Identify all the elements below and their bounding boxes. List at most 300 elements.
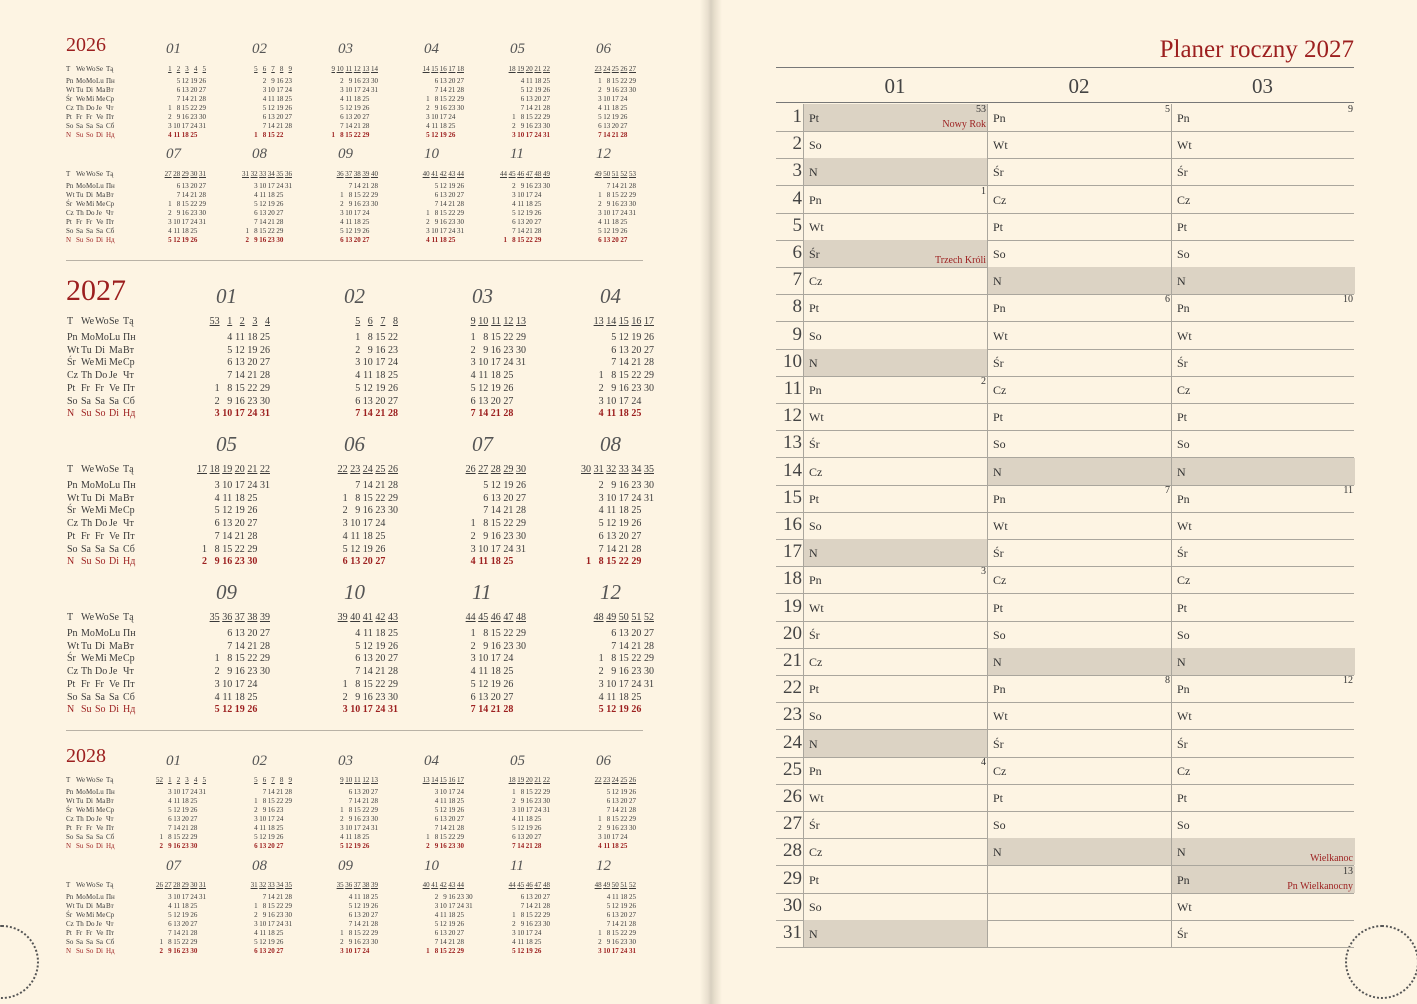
day-number: 24 — [631, 492, 642, 504]
day-number: 14 — [618, 357, 629, 369]
weekday-label: Pt — [67, 382, 76, 394]
weekday-label: Пт — [106, 929, 115, 937]
weekday-label: Ve — [109, 678, 120, 690]
day-number: 27 — [284, 113, 292, 121]
day-number: 21 — [276, 893, 284, 901]
day-number: 15 — [234, 653, 245, 665]
weekday-label: N — [66, 236, 72, 244]
weekday-label: Me — [96, 806, 106, 814]
day-number: 25 — [276, 191, 284, 199]
day-number: 20 — [611, 236, 619, 244]
weekday-label: Пт — [106, 824, 115, 832]
day-number: 4 — [168, 797, 172, 805]
weekday: Pn — [809, 192, 822, 207]
weekday-label: Pn — [66, 77, 74, 85]
day-number: 1 — [254, 902, 258, 910]
day-number: 9 — [520, 797, 525, 805]
planner-row — [776, 322, 1354, 350]
day-number: 13 — [517, 833, 525, 841]
week-number: 46 — [525, 881, 533, 889]
weekday-label: Mo — [95, 332, 109, 343]
day-number: 24 — [190, 788, 198, 796]
day-number: 30 — [515, 530, 526, 542]
weekday-label: We — [76, 200, 86, 208]
day-number: 21 — [276, 122, 284, 130]
week-number: 48 — [542, 881, 550, 889]
weekday-label: Th — [76, 104, 84, 112]
day-number: 15 — [439, 209, 447, 217]
day-number: 27 — [198, 182, 206, 190]
day-cell — [987, 539, 1172, 566]
day-number: 16 — [234, 395, 245, 407]
day-number: 1 — [355, 332, 361, 343]
day-number: 20 — [247, 357, 258, 369]
weekday-header: Tą — [106, 170, 114, 178]
planner-row — [776, 594, 1354, 622]
day-number: 5 — [434, 920, 439, 928]
day-number: 14 — [181, 191, 189, 199]
day-number: 4 — [254, 191, 258, 199]
day-number: 11 — [350, 530, 361, 542]
day-number: 14 — [259, 218, 267, 226]
day-number: 16 — [611, 86, 619, 94]
day-number: 17 — [353, 86, 361, 94]
day-number: 9 — [262, 806, 267, 814]
weekday-label: Pt — [66, 929, 72, 937]
planner-row — [776, 458, 1354, 486]
day-number: 7 — [348, 797, 353, 805]
day-number: 30 — [190, 842, 198, 850]
week-number: 31 — [250, 881, 258, 889]
day-number: 3 — [342, 704, 348, 716]
day-number: 11 — [517, 938, 525, 946]
day-number: 29 — [628, 77, 636, 85]
month-name: 04 — [424, 753, 439, 769]
day-number: 7 — [470, 704, 476, 716]
weekday: Pn — [993, 301, 1006, 316]
day-number: 1 — [201, 543, 207, 555]
weekday-label: Ve — [96, 824, 104, 832]
week-number: 16 — [448, 776, 456, 784]
day-number: 6 — [262, 113, 267, 121]
day-number: 17 — [362, 704, 373, 716]
day-number: 11 — [363, 370, 373, 382]
day-number: 17 — [611, 209, 619, 217]
day-number: 7 — [598, 543, 604, 555]
day-number: 15 — [490, 628, 501, 639]
day-number: 15 — [267, 902, 275, 910]
week-number: 45 — [517, 881, 525, 889]
day-number: 19 — [620, 902, 628, 910]
day-number: 4 — [340, 218, 344, 226]
day-number: 23 — [631, 666, 642, 678]
day-number: 9 — [254, 236, 258, 244]
day-number: 19 — [181, 236, 189, 244]
day-number: 21 — [631, 357, 642, 369]
weekday: N — [1177, 655, 1186, 669]
day-number: 25 — [456, 911, 464, 919]
day-number: 22 — [631, 653, 642, 665]
day-number: 24 — [362, 86, 370, 94]
day-number: 8 — [434, 209, 439, 217]
day-number: 22 — [620, 929, 628, 937]
day-number: 6 — [214, 518, 220, 530]
day-number: 24 — [362, 947, 370, 955]
day-number: 4 — [512, 938, 516, 946]
weekday-label: Je — [109, 518, 118, 530]
day-number: 26 — [620, 113, 628, 121]
day-number: 14 — [611, 806, 619, 814]
weekday-label: Di — [109, 556, 119, 568]
day-number: 21 — [490, 408, 501, 420]
day-number: 17 — [439, 227, 447, 235]
day-number: 11 — [173, 902, 181, 910]
day-number: 8 — [168, 833, 172, 841]
week-number: 53 — [976, 104, 986, 115]
day-number: 7 — [355, 666, 361, 678]
day-number: 18 — [490, 370, 501, 382]
weekday-label: Ve — [96, 218, 104, 226]
day-number: 26 — [456, 920, 464, 928]
day-cell — [987, 702, 1172, 729]
day-number: 5 — [214, 704, 220, 716]
day-number: 17 — [618, 395, 629, 407]
weekday: Wt — [809, 791, 824, 805]
day-number: 28 — [190, 929, 198, 937]
weekday-label: Pt — [66, 824, 72, 832]
day-number: 12 — [490, 480, 501, 491]
weekday-label: Fr — [95, 382, 104, 394]
day-number: 16 — [490, 640, 501, 652]
day-number: 21 — [190, 191, 198, 199]
day-number: 11 — [173, 227, 181, 235]
day-cell — [803, 757, 988, 784]
week-number: 29 — [503, 464, 514, 475]
day-number: 2 — [512, 122, 516, 130]
day-number: 12 — [222, 704, 233, 716]
day-number: 1 — [342, 678, 348, 690]
weekday: Śr — [993, 355, 1004, 370]
day-number: 20 — [490, 691, 501, 703]
day-number: 3 — [598, 492, 604, 504]
day-number: 11 — [354, 893, 361, 901]
weekday-header: Wo — [86, 881, 96, 889]
day-cell — [803, 104, 988, 131]
day-number: 30 — [259, 395, 270, 407]
week-number: 36 — [336, 170, 344, 178]
day-number: 12 — [259, 833, 267, 841]
day-number: 9 — [262, 911, 267, 919]
day-number: 12 — [234, 344, 245, 356]
divider — [66, 730, 643, 731]
day-number: 18 — [267, 191, 275, 199]
day-number: 20 — [190, 182, 198, 190]
weekday-header: Wo — [86, 776, 96, 784]
weekday-label: Wt — [66, 86, 75, 94]
weekday: Wt — [993, 519, 1008, 533]
day-cell — [803, 294, 988, 321]
week-number: 27 — [628, 65, 636, 73]
day-number: 30 — [465, 893, 473, 901]
weekday-label: Tu — [76, 797, 84, 805]
day-number: 30 — [628, 824, 636, 832]
day-number: 12 — [439, 182, 447, 190]
day-number: 11 — [606, 408, 617, 420]
day-number: 12 — [439, 920, 447, 928]
weekday-header: Se — [109, 612, 119, 623]
weekday-label: Je — [96, 104, 102, 112]
week-number: 17 — [456, 776, 464, 784]
day-number: 9 — [606, 200, 611, 208]
day-number: 26 — [259, 344, 270, 356]
day-number: 3 — [254, 182, 258, 190]
day-number: 29 — [628, 191, 636, 199]
weekday-label: Pn — [66, 788, 74, 796]
month-name: 09 — [338, 146, 353, 162]
weekday-label: Je — [109, 666, 118, 678]
day-number: 22 — [534, 911, 542, 919]
day-number: 7 — [520, 104, 525, 112]
day-number: 4 — [168, 131, 172, 139]
day-number: 20 — [631, 628, 642, 639]
day-number: 17 — [234, 678, 245, 690]
planner-title: Planer roczny 2027 — [1159, 36, 1354, 63]
weekday-label: Di — [86, 191, 93, 199]
day-number: 2 — [512, 920, 516, 928]
day-number: 10 — [222, 678, 233, 690]
day-cell — [987, 294, 1172, 321]
day-number: 3 — [470, 653, 476, 665]
day-number: 13 — [259, 209, 267, 217]
day-number: 14 — [439, 824, 447, 832]
weekday-label: Śr — [67, 357, 76, 369]
weekday: Śr — [993, 736, 1004, 751]
day-number: 10 — [259, 815, 267, 823]
day-number: 21 — [534, 104, 542, 112]
day-number: 15 — [783, 486, 802, 508]
day-cell — [1171, 675, 1355, 702]
weekday-label: N — [66, 131, 72, 139]
day-number: 19 — [490, 382, 501, 394]
day-number: 6 — [340, 113, 344, 121]
day-number: 28 — [284, 893, 292, 901]
weekday: Śr — [1177, 355, 1188, 370]
planner-row — [776, 621, 1354, 649]
weekday-label: Pn — [66, 182, 74, 190]
day-number: 13 — [603, 236, 611, 244]
day-number: 22 — [267, 227, 275, 235]
day-number: 17 — [448, 788, 456, 796]
month-name: 06 — [344, 432, 365, 456]
day-number: 25 — [620, 842, 628, 850]
day-number: 26 — [375, 543, 386, 555]
day-number: 25 — [190, 131, 198, 139]
day-number: 24 — [284, 86, 292, 94]
week-number: 48 — [534, 170, 542, 178]
weekday-label: Mo — [76, 182, 86, 190]
week-number: 50 — [611, 881, 619, 889]
day-number: 16 — [783, 514, 802, 535]
weekday-label: Fr — [86, 113, 93, 121]
week-number: 46 — [490, 612, 501, 623]
day-number: 8 — [168, 938, 172, 946]
day-cell — [1171, 512, 1355, 539]
day-number: 28 — [542, 104, 550, 112]
weekday-label: Di — [109, 408, 119, 420]
week-number: 14 — [422, 65, 430, 73]
day-number: 19 — [267, 200, 275, 208]
day-number: 16 — [611, 938, 619, 946]
day-number: 24 — [190, 218, 198, 226]
week-number: 44 — [456, 881, 464, 889]
weekday-label: Fr — [76, 929, 83, 937]
weekday: Cz — [993, 573, 1007, 588]
weekday-label: Cz — [66, 920, 74, 928]
day-cell — [987, 757, 1172, 784]
day-number: 3 — [512, 806, 516, 814]
weekday-label: Fr — [95, 678, 104, 690]
weekday: So — [809, 138, 822, 153]
day-number: 26 — [448, 131, 456, 139]
day-number: 27 — [643, 344, 654, 356]
day-number: 8 — [254, 227, 258, 235]
day-number: 1 — [470, 332, 476, 343]
day-number: 16 — [439, 218, 447, 226]
weekday: Cz — [993, 763, 1007, 778]
week-number: 30 — [580, 464, 591, 475]
day-number: 21 — [448, 86, 456, 94]
day-number: 10 — [345, 947, 353, 955]
week-number: 27 — [164, 170, 172, 178]
day-number: 12 — [517, 209, 525, 217]
weekday-label: So — [66, 938, 74, 946]
day-number: 16 — [267, 806, 275, 814]
weekday-label: Ср — [106, 911, 115, 919]
day-number: 1 — [598, 77, 602, 85]
day-number: 11 — [603, 104, 611, 112]
weekday-label: Di — [96, 236, 103, 244]
day-number: 3 — [792, 160, 802, 182]
month-name: 08 — [600, 432, 621, 456]
day-number: 30 — [198, 113, 206, 121]
week-number: 10 — [345, 776, 353, 784]
day-number: 10 — [431, 227, 439, 235]
day-number: 18 — [490, 556, 501, 568]
day-number: 4 — [598, 408, 604, 420]
day-number: 4 — [426, 236, 430, 244]
week-number: 11 — [345, 65, 353, 73]
day-number: 10 — [517, 131, 525, 139]
day-number: 2 — [426, 842, 430, 850]
day-number: 7 — [611, 357, 617, 369]
weekday: N — [993, 845, 1002, 860]
week-number: 39 — [259, 612, 270, 623]
day-number: 22 — [448, 833, 456, 841]
day-number: 25 — [259, 332, 270, 343]
day-number: 26 — [534, 209, 542, 217]
week-number: 37 — [234, 612, 245, 623]
day-number: 12 — [345, 842, 353, 850]
day-number: 26 — [631, 704, 642, 716]
day-number: 20 — [375, 395, 386, 407]
day-number: 4 — [434, 797, 439, 805]
day-number: 13 — [606, 530, 617, 542]
day-number: 13 — [618, 344, 629, 356]
day-number: 3 — [355, 357, 361, 369]
day-number: 30 — [456, 104, 464, 112]
day-number: 11 — [526, 77, 533, 85]
weekday-header: Tą — [123, 464, 134, 475]
day-number: 21 — [362, 920, 370, 928]
day-number: 23 — [448, 842, 456, 850]
month-name: 04 — [600, 284, 621, 308]
weekday: Wt — [993, 328, 1008, 343]
day-number: 17 — [525, 929, 533, 937]
day-number: 5 — [227, 344, 233, 356]
weekday-label: Su — [76, 131, 84, 139]
weekday-header: T — [66, 170, 71, 178]
day-number: 17 — [490, 653, 501, 665]
day-number: 5 — [434, 182, 439, 190]
weekday: N — [993, 655, 1002, 669]
week-number: 52 — [155, 776, 163, 784]
month-name: 12 — [596, 146, 611, 162]
planner-row — [776, 866, 1354, 894]
day-number: 11 — [517, 815, 525, 823]
month-name: 01 — [166, 41, 181, 57]
weekday: Wt — [993, 138, 1008, 153]
day-number: 23 — [631, 480, 642, 491]
day-cell — [803, 349, 988, 376]
day-number: 24 — [620, 95, 628, 103]
day-number: 23 — [276, 806, 284, 814]
day-cell — [987, 186, 1172, 213]
day-number: 25 — [448, 236, 456, 244]
day-number: 5 — [254, 200, 258, 208]
day-number: 9 — [483, 344, 489, 356]
weekday: Śr — [1177, 736, 1188, 751]
day-number: 20 — [448, 77, 456, 85]
day-number: 6 — [348, 788, 353, 796]
day-number: 20 — [267, 209, 275, 217]
day-number: 19 — [181, 806, 189, 814]
day-number: 30 — [515, 344, 526, 356]
week-number: 50 — [618, 612, 629, 623]
day-number: 19 — [525, 209, 533, 217]
planner-row — [776, 512, 1354, 540]
week-number: 3 — [252, 316, 258, 327]
day-number: 5 — [355, 640, 361, 652]
day-number: 24 — [448, 227, 456, 235]
day-number: 22 — [234, 543, 245, 555]
day-number: 7 — [340, 122, 344, 130]
weekday: Pn — [1177, 491, 1190, 506]
day-number: 21 — [448, 200, 456, 208]
week-number: 7 — [380, 316, 386, 327]
day-cell — [1171, 811, 1355, 838]
weekday: So — [809, 709, 822, 724]
day-number: 15 — [353, 191, 361, 199]
day-number: 12 — [478, 678, 489, 690]
day-number: 9 — [520, 920, 525, 928]
day-number: 19 — [448, 806, 456, 814]
day-number: 16 — [173, 947, 181, 955]
week-number: 18 — [508, 65, 516, 73]
day-number: 9 — [348, 938, 353, 946]
day-number: 21 — [620, 806, 628, 814]
day-number: 3 — [340, 947, 344, 955]
weekday-label: Do — [86, 209, 95, 217]
